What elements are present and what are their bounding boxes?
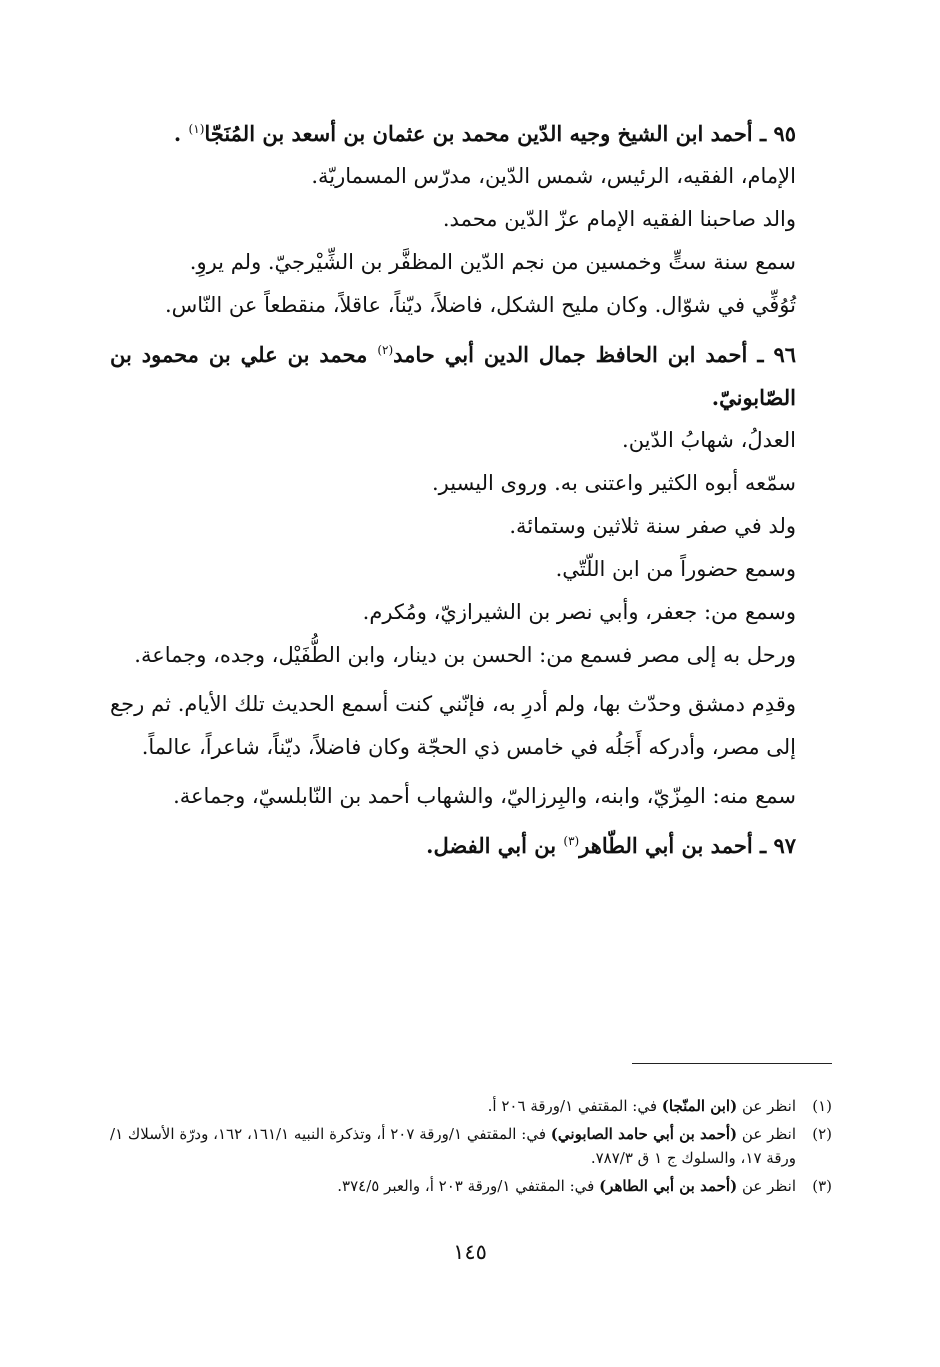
entry-96-paragraph: وقدِم دمشق وحدّث بها، ولم أدرِ به، فإنّني كنت أسمع الحديث تلك الأيام. ثم رجع إلى مصر، وأدركه أَجَلُه في خامس ذي الحجّة وكان فاضلاً، ديّناً، شاعراً، عالماً. [110,692,796,759]
footnote-subject: (ابن المنّجا) [661,1097,738,1115]
page-number: ١٤٥ [453,1240,487,1264]
entry-95-line: سمع سنة ستٍّ وخمسين من نجم الدّين المظفَّر بن الشِّيْرجيّ. ولم يروِ. [189,250,796,274]
footnote-subject: (أحمد بن أبي حامد الصابوني) [550,1125,738,1143]
footnote-prefix: انظر عن [737,1177,796,1195]
entry-96-line: وسمع من: جعفر، وأبي نصر بن الشيرازيّ، ومُكرم. [362,600,796,624]
footnote-prefix: انظر عن [737,1097,796,1115]
footnote-source: في: المقتفي ١/ورقة ٢٠٣ أ، والعبر ٣٧٤/٥. [337,1177,600,1195]
footnote-prefix: انظر عن [737,1125,797,1143]
footnote-number: (٣) [812,1177,832,1195]
entry-97-title-end: بن أبي الفضل. [426,833,564,858]
entry-96-number: ٩٦ ـ [757,342,796,367]
footnote-text [110,1122,796,1170]
entry-95-line: الإمام، الفقيه، الرئيس، شمس الدّين، مدرّس المسماريّة. [311,164,796,188]
entry-95-number: ٩٥ ـ [759,121,796,146]
footnote-ref-3: (٣) [563,834,580,848]
footnote-subject: (أحمد بن أبي الطاهر) [599,1177,738,1195]
footnote-number: (١) [812,1097,832,1115]
footnote-text [110,1094,796,1118]
footnote-item [110,1094,832,1118]
entry-95-line: والد صاحبنا الفقيه الإمام عزّ الدّين محمد. [442,207,796,231]
entry-95-heading [110,112,832,155]
entry-97-heading [110,824,832,867]
footnote-item [110,1122,832,1170]
entry-96-paragraph: سمع منه: المِزّيّ، وابنه، والبِرزاليّ، والشهاب أحمد بن النّابلسيّ، وجماعة. [173,784,796,808]
entry-96-title-end: محمد بن علي بن محمود بن الصّابونيّ. [110,342,796,410]
footnote-number: (٢) [812,1125,832,1143]
entry-96-line: وسمع حضوراً من ابن اللّتّي. [555,557,796,581]
entry-95-title-end: . [173,121,189,146]
footnote-source: في: المقتفي ١/ورقة ٢٠٧ أ، وتذكرة النبيه ١٦١/١، ١٦٢، ودرّة الأسلاك ١/ورقة ١٧، والسلوك ج ١ ق ٧٨٧/٣. [110,1125,796,1167]
footnote-item [110,1174,832,1198]
entry-97-number: ٩٧ ـ [759,833,796,858]
footnotes [110,1094,832,1202]
entry-97-title: أحمد بن أبي الطّاهر [579,833,753,858]
footnote-ref-1: (١) [188,122,205,136]
entry-95-line: تُوُفِّي في شوّال. وكان مليح الشكل، فاضلاً، ديّناً، عاقلاً، منقطعاً عن النّاس. [164,293,796,317]
entry-96-title: أحمد ابن الحافظ جمال الدين أبي حامد [393,342,748,367]
entry-95-title: أحمد ابن الشيخ وجيه الدّين محمد بن عثمان بن أسعد بن المُنَجّا [204,121,753,146]
entry-96-heading [110,333,832,419]
entry-96-line: سمّعه أبوه الكثير واعتنى به. وروى اليسير. [431,471,796,495]
footnote-divider [632,1063,832,1064]
main-text [110,112,832,867]
footnote-ref-2: (٢) [377,343,394,357]
footnote-source: في: المقتفي ١/ورقة ٢٠٦ أ. [487,1097,662,1115]
entry-96-line: ولد في صفر سنة ثلاثين وستمائة. [509,514,796,538]
footnote-text [110,1174,796,1198]
entry-96-line: العدلُ، شهابُ الدّين. [622,428,796,452]
entry-96-line: ورحل به إلى مصر فسمع من: الحسن بن دينار، وابن الطُّفَيْل، وجده، وجماعة. [134,643,796,667]
